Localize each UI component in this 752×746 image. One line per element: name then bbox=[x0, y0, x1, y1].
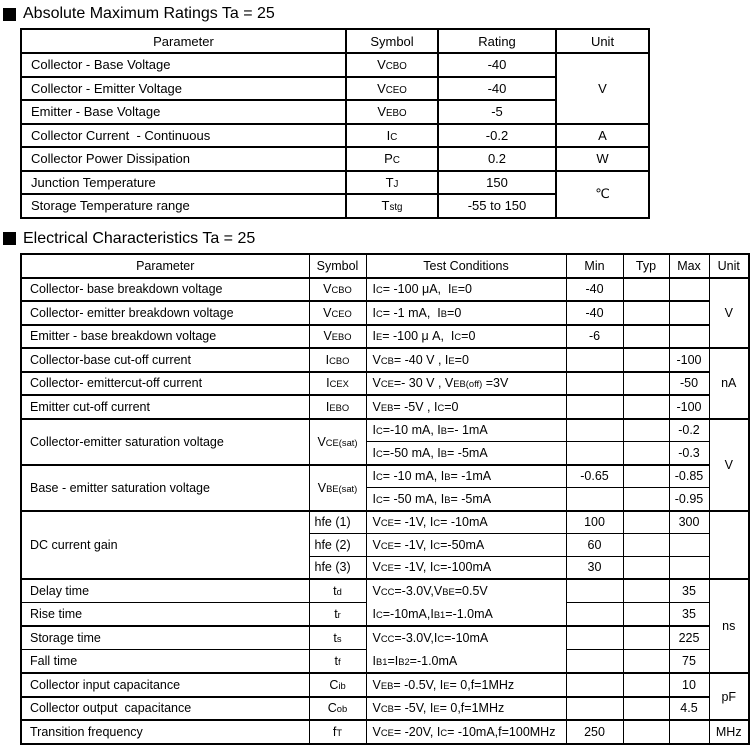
parameter-cell: Collector input capacitance bbox=[21, 673, 309, 697]
typ-cell bbox=[623, 673, 669, 697]
table-row bbox=[21, 100, 649, 124]
unit-cell: A bbox=[556, 124, 649, 148]
min-cell: 30 bbox=[566, 556, 623, 579]
max-cell bbox=[669, 278, 709, 302]
parameter-cell: Collector output capacitance bbox=[21, 697, 309, 721]
parameter-cell: Emitter cut-off current bbox=[21, 395, 309, 419]
max-cell: 4.5 bbox=[669, 697, 709, 721]
symbol-cell: TJ bbox=[346, 171, 438, 195]
symbol-cell: hfe (2) bbox=[309, 534, 366, 557]
min-cell bbox=[566, 488, 623, 511]
symbol-cell: IEBO bbox=[309, 395, 366, 419]
unit-cell: V bbox=[556, 53, 649, 124]
table-row bbox=[21, 511, 749, 534]
unit-cell: ns bbox=[709, 579, 749, 673]
conditions-cell: VEB= -0.5V, IE= 0,f=1MHz bbox=[366, 673, 566, 697]
symbol-cell: ICEX bbox=[309, 372, 366, 396]
typ-cell bbox=[623, 697, 669, 721]
min-cell bbox=[566, 442, 623, 465]
symbol-cell: Cob bbox=[309, 697, 366, 721]
unit-cell: V bbox=[709, 419, 749, 511]
rating-cell: 0.2 bbox=[438, 147, 556, 171]
parameter-cell: Collector- emittercut-off current bbox=[21, 372, 309, 396]
max-cell: 225 bbox=[669, 626, 709, 650]
column-header-conditions: Test Conditions bbox=[366, 254, 566, 278]
max-cell bbox=[669, 301, 709, 325]
max-cell: -0.2 bbox=[669, 419, 709, 442]
absolute-maximum-ratings-table bbox=[20, 28, 650, 219]
rating-cell: -40 bbox=[438, 53, 556, 77]
max-cell bbox=[669, 720, 709, 744]
typ-cell bbox=[623, 556, 669, 579]
symbol-cell: VCBO bbox=[346, 53, 438, 77]
table-row bbox=[21, 626, 749, 650]
unit-cell: MHz bbox=[709, 720, 749, 744]
symbol-cell: VEBO bbox=[309, 325, 366, 349]
black-square-icon bbox=[3, 8, 16, 21]
table-row bbox=[21, 579, 749, 603]
typ-cell bbox=[623, 650, 669, 674]
conditions-cell: IC= -1 mA, IB=0 bbox=[366, 301, 566, 325]
typ-cell bbox=[623, 348, 669, 372]
rating-cell: -55 to 150 bbox=[438, 194, 556, 218]
max-cell bbox=[669, 534, 709, 557]
symbol-cell: VCEO bbox=[346, 77, 438, 101]
typ-cell bbox=[623, 465, 669, 488]
rating-cell: 150 bbox=[438, 171, 556, 195]
parameter-cell: Storage Temperature range bbox=[21, 194, 346, 218]
table-row bbox=[21, 77, 649, 101]
symbol-cell: tr bbox=[309, 603, 366, 627]
typ-cell bbox=[623, 419, 669, 442]
conditions-cell: VCE= -1V, IC= -10mA bbox=[366, 511, 566, 534]
max-cell bbox=[669, 556, 709, 579]
symbol-cell: IC bbox=[346, 124, 438, 148]
min-cell bbox=[566, 372, 623, 396]
electrical-characteristics-table bbox=[20, 253, 750, 745]
unit-cell: nA bbox=[709, 348, 749, 419]
conditions-cell bbox=[366, 626, 566, 673]
typ-cell bbox=[623, 278, 669, 302]
unit-cell: pF bbox=[709, 673, 749, 720]
amr-header-row bbox=[21, 29, 649, 53]
max-cell: -0.3 bbox=[669, 442, 709, 465]
column-header-symbol: Symbol bbox=[309, 254, 366, 278]
parameter-cell: Emitter - base breakdown voltage bbox=[21, 325, 309, 349]
parameter-cell: Collector-emitter saturation voltage bbox=[21, 419, 309, 465]
parameter-cell: DC current gain bbox=[21, 511, 309, 580]
typ-cell bbox=[623, 301, 669, 325]
rating-cell: -5 bbox=[438, 100, 556, 124]
parameter-cell: Base - emitter saturation voltage bbox=[21, 465, 309, 511]
typ-cell bbox=[623, 325, 669, 349]
min-cell: -40 bbox=[566, 278, 623, 302]
column-header-parameter: Parameter bbox=[21, 254, 309, 278]
symbol-cell: VBE(sat) bbox=[309, 465, 366, 511]
column-header-symbol: Symbol bbox=[346, 29, 438, 53]
min-cell bbox=[566, 348, 623, 372]
max-cell: 300 bbox=[669, 511, 709, 534]
conditions-cell: IE= -100 μ A, IC=0 bbox=[366, 325, 566, 349]
symbol-cell: VCE(sat) bbox=[309, 419, 366, 465]
conditions-cell: IC=-50 mA, IB= -5mA bbox=[366, 442, 566, 465]
conditions-cell: IC= -10 mA, IB= -1mA bbox=[366, 465, 566, 488]
conditions-cell: VCB= -40 V , IE=0 bbox=[366, 348, 566, 372]
typ-cell bbox=[623, 372, 669, 396]
conditions-cell: VCE= -1V, IC=-50mA bbox=[366, 534, 566, 557]
unit-cell: V bbox=[709, 278, 749, 349]
symbol-cell: hfe (3) bbox=[309, 556, 366, 579]
conditions-cell bbox=[366, 579, 566, 626]
ec-title-text: Electrical Characteristics Ta = 25 bbox=[23, 229, 256, 247]
condition-line: VCC=-3.0V,IC=-10mA bbox=[372, 631, 489, 645]
min-cell bbox=[566, 650, 623, 674]
min-cell bbox=[566, 626, 623, 650]
table-row bbox=[21, 301, 749, 325]
rating-cell: -40 bbox=[438, 77, 556, 101]
typ-cell bbox=[623, 579, 669, 603]
max-cell: -100 bbox=[669, 395, 709, 419]
condition-line: VCC=-3.0V,VBE=0.5V bbox=[372, 584, 488, 598]
parameter-cell: Delay time bbox=[21, 579, 309, 603]
table-row bbox=[21, 194, 649, 218]
column-header-typ: Typ bbox=[623, 254, 669, 278]
table-row bbox=[21, 395, 749, 419]
unit-cell bbox=[709, 511, 749, 580]
parameter-cell: Storage time bbox=[21, 626, 309, 650]
table-row bbox=[21, 372, 749, 396]
symbol-cell: td bbox=[309, 579, 366, 603]
black-square-icon bbox=[3, 232, 16, 245]
symbol-cell: Tstg bbox=[346, 194, 438, 218]
table-row bbox=[21, 465, 749, 488]
symbol-cell: ICBO bbox=[309, 348, 366, 372]
conditions-cell: IC= -50 mA, IB= -5mA bbox=[366, 488, 566, 511]
table-row bbox=[21, 325, 749, 349]
column-header-min: Min bbox=[566, 254, 623, 278]
symbol-cell: VCBO bbox=[309, 278, 366, 302]
conditions-cell: IC=-10 mA, IB=- 1mA bbox=[366, 419, 566, 442]
max-cell: 35 bbox=[669, 603, 709, 627]
typ-cell bbox=[623, 488, 669, 511]
conditions-cell: VCE= -20V, IC= -10mA,f=100MHz bbox=[366, 720, 566, 744]
min-cell bbox=[566, 697, 623, 721]
max-cell: 35 bbox=[669, 579, 709, 603]
parameter-cell: Collector-base cut-off current bbox=[21, 348, 309, 372]
typ-cell bbox=[623, 626, 669, 650]
min-cell bbox=[566, 603, 623, 627]
condition-line: IB1=IB2=-1.0mA bbox=[372, 653, 458, 668]
symbol-cell: ts bbox=[309, 626, 366, 650]
parameter-cell: Rise time bbox=[21, 603, 309, 627]
column-header-unit: Unit bbox=[709, 254, 749, 278]
conditions-cell: VEB= -5V , IC=0 bbox=[366, 395, 566, 419]
max-cell: -50 bbox=[669, 372, 709, 396]
ec-section-title bbox=[3, 230, 752, 248]
symbol-cell: tf bbox=[309, 650, 366, 674]
table-row bbox=[21, 53, 649, 77]
parameter-cell: Fall time bbox=[21, 650, 309, 674]
parameter-cell: Collector Power Dissipation bbox=[21, 147, 346, 171]
min-cell bbox=[566, 673, 623, 697]
parameter-cell: Collector Current - Continuous bbox=[21, 124, 346, 148]
table-row bbox=[21, 419, 749, 442]
table-row bbox=[21, 147, 649, 171]
min-cell: -6 bbox=[566, 325, 623, 349]
conditions-cell: VCB= -5V, IE= 0,f=1MHz bbox=[366, 697, 566, 721]
min-cell bbox=[566, 579, 623, 603]
min-cell: 100 bbox=[566, 511, 623, 534]
typ-cell bbox=[623, 603, 669, 627]
max-cell: -100 bbox=[669, 348, 709, 372]
table-row bbox=[21, 124, 649, 148]
min-cell: 60 bbox=[566, 534, 623, 557]
condition-line: IC=-10mA,IB1=-1.0mA bbox=[372, 606, 493, 621]
symbol-cell: hfe (1) bbox=[309, 511, 366, 534]
column-header-max: Max bbox=[669, 254, 709, 278]
min-cell: -0.65 bbox=[566, 465, 623, 488]
max-cell bbox=[669, 325, 709, 349]
table-row bbox=[21, 348, 749, 372]
symbol-cell: VEBO bbox=[346, 100, 438, 124]
max-cell: -0.85 bbox=[669, 465, 709, 488]
parameter-cell: Collector- emitter breakdown voltage bbox=[21, 301, 309, 325]
min-cell: 250 bbox=[566, 720, 623, 744]
min-cell: -40 bbox=[566, 301, 623, 325]
rating-cell: -0.2 bbox=[438, 124, 556, 148]
unit-cell: W bbox=[556, 147, 649, 171]
column-header-rating: Rating bbox=[438, 29, 556, 53]
symbol-cell: fT bbox=[309, 720, 366, 744]
table-row bbox=[21, 278, 749, 302]
amr-section-title bbox=[3, 5, 752, 23]
typ-cell bbox=[623, 395, 669, 419]
typ-cell bbox=[623, 511, 669, 534]
parameter-cell: Collector - Emitter Voltage bbox=[21, 77, 346, 101]
table-row bbox=[21, 673, 749, 697]
typ-cell bbox=[623, 442, 669, 465]
typ-cell bbox=[623, 534, 669, 557]
table-row bbox=[21, 697, 749, 721]
parameter-cell: Collector- base breakdown voltage bbox=[21, 278, 309, 302]
parameter-cell: Junction Temperature bbox=[21, 171, 346, 195]
min-cell bbox=[566, 395, 623, 419]
symbol-cell: Cib bbox=[309, 673, 366, 697]
ec-header-row bbox=[21, 254, 749, 278]
conditions-cell: VCE= -1V, IC=-100mA bbox=[366, 556, 566, 579]
typ-cell bbox=[623, 720, 669, 744]
parameter-cell: Transition frequency bbox=[21, 720, 309, 744]
min-cell bbox=[566, 419, 623, 442]
column-header-parameter: Parameter bbox=[21, 29, 346, 53]
max-cell: 75 bbox=[669, 650, 709, 674]
unit-cell: ℃ bbox=[556, 171, 649, 218]
symbol-cell: PC bbox=[346, 147, 438, 171]
conditions-cell: IC= -100 μA, IE=0 bbox=[366, 278, 566, 302]
column-header-unit: Unit bbox=[556, 29, 649, 53]
amr-title-text: Absolute Maximum Ratings Ta = 25 bbox=[23, 5, 275, 22]
conditions-cell: VCE=- 30 V , VEB(off) =3V bbox=[366, 372, 566, 396]
parameter-cell: Collector - Base Voltage bbox=[21, 53, 346, 77]
symbol-cell: VCEO bbox=[309, 301, 366, 325]
max-cell: -0.95 bbox=[669, 488, 709, 511]
table-row bbox=[21, 171, 649, 195]
table-row bbox=[21, 720, 749, 744]
max-cell: 10 bbox=[669, 673, 709, 697]
parameter-cell: Emitter - Base Voltage bbox=[21, 100, 346, 124]
